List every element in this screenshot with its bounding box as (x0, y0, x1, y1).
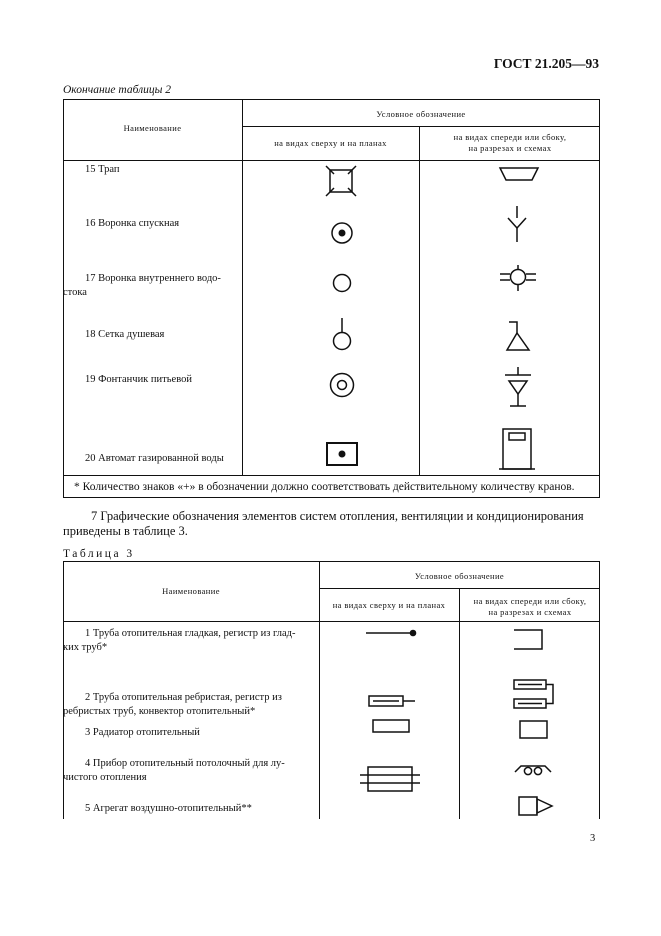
paragraph-7 (63, 509, 600, 539)
finned-pipe-plan-icon (363, 693, 417, 711)
table2-col-divider-1 (242, 99, 243, 476)
table2-top-rule (63, 99, 600, 100)
table2-body-rule (63, 475, 600, 476)
drinking-fountain-plan-icon (327, 370, 357, 400)
table2-col-name: Наименование (123, 123, 182, 133)
table3-row-2-label-line1: 2 Труба отопительная ребристая, регистр из (85, 692, 282, 703)
drain-plan-icon (322, 163, 362, 199)
table2-bottom-rule (63, 497, 600, 498)
table3-row-1-label (63, 627, 315, 655)
table3-col-symbol: Условное обозначение (414, 571, 505, 581)
soda-machine-plan-icon (324, 440, 360, 470)
page-number: 3 (590, 833, 596, 844)
table2-row-16-label: 16 Воронка спускная (85, 218, 180, 229)
table2-row-17-label-line2: стока (63, 287, 87, 298)
table3-col-divider-2 (459, 588, 460, 819)
table3-top-rule (63, 561, 600, 562)
soda-machine-front-icon (497, 427, 537, 473)
table2-header-rule (63, 160, 600, 161)
table3-row-2-label (63, 691, 315, 719)
table3-row-1-label-line1: 1 Труба отопительная гладкая, регистр из глад- (85, 628, 296, 639)
table2-subheader-rule (242, 126, 600, 127)
air-heater-front-icon (516, 794, 558, 820)
table3-row-4-label-line1: 4 Прибор отопительный потолочный для лу- (85, 758, 285, 769)
table3-col-front-line1: на видах спереди или сбоку, (473, 596, 587, 606)
table3-caption: Таблица 3 (63, 548, 135, 560)
table2-caption: Окончание таблицы 2 (63, 84, 171, 96)
table3-col-front (460, 596, 600, 618)
table2-row-17-label-line1: 17 Воронка внутреннего водо- (85, 273, 221, 284)
table2-row-18-label: 18 Сетка душевая (85, 329, 165, 340)
drain-front-icon (498, 164, 544, 186)
radiator-front-icon (517, 718, 551, 742)
table2-col-front-line2: на разрезах и схемах (468, 143, 552, 153)
table2-col-front-line1: на видах спереди или сбоку, (453, 132, 567, 142)
drinking-fountain-front-icon (501, 366, 535, 408)
standard-code: ГОСТ 21.205—93 (493, 56, 599, 71)
drain-funnel-front-icon (505, 204, 529, 244)
shower-head-front-icon (503, 319, 535, 353)
drain-funnel-plan-icon (328, 219, 356, 247)
table3-col-plan: на видах сверху и на планах (332, 600, 446, 610)
ceiling-heater-plan-icon (358, 763, 424, 795)
table2-col-symbol: Условное обозначение (376, 109, 466, 119)
radiator-plan-icon (371, 717, 413, 737)
ceiling-heater-front-icon (513, 760, 553, 780)
paragraph-7-line1: 7 Графические обозначения элементов систем отопления, вентиляции и кондиционирования (91, 509, 584, 523)
finned-pipe-front-icon (511, 677, 557, 713)
table2-row-19-label: 19 Фонтанчик питьевой (85, 374, 192, 385)
roof-drain-plan-icon (329, 270, 355, 296)
roof-drain-front-icon (498, 263, 538, 295)
table2-col-front (420, 132, 600, 154)
table2-footnote: * Количество знаков «+» в обозначении должно соответствовать действительному количеству кранов. (74, 481, 575, 493)
table3-col-name: Наименование (162, 586, 220, 596)
table2-row-17-label (63, 272, 237, 300)
table2-row-20-label: 20 Автомат газированной воды (85, 453, 224, 464)
table2-col-plan: на видах сверху и на планах (274, 138, 387, 148)
table3-row-4-label (63, 757, 315, 785)
table2-row-15-label: 15 Трап (85, 164, 120, 175)
table3-row-5-label: 5 Агрегат воздушно-отопительный** (85, 803, 252, 814)
table3-col-front-line2: на разрезах и схемах (488, 607, 572, 617)
shower-head-plan-icon (329, 316, 355, 354)
table2-right-border (599, 99, 600, 498)
smooth-pipe-plan-icon (364, 626, 420, 640)
paragraph-7-line2: приведены в таблице 3. (63, 524, 188, 538)
table3-row-1-label-line2: ких труб* (63, 642, 108, 653)
smooth-pipe-front-icon (512, 627, 546, 653)
table3-header-rule (63, 621, 600, 622)
table3-row-3-label: 3 Радиатор отопительный (85, 727, 200, 738)
table3-row-2-label-line2: ребристых труб, конвектор отопительный* (63, 706, 256, 717)
table2-col-divider-2 (419, 126, 420, 476)
table3-row-4-label-line2: чистого отопления (63, 772, 147, 783)
